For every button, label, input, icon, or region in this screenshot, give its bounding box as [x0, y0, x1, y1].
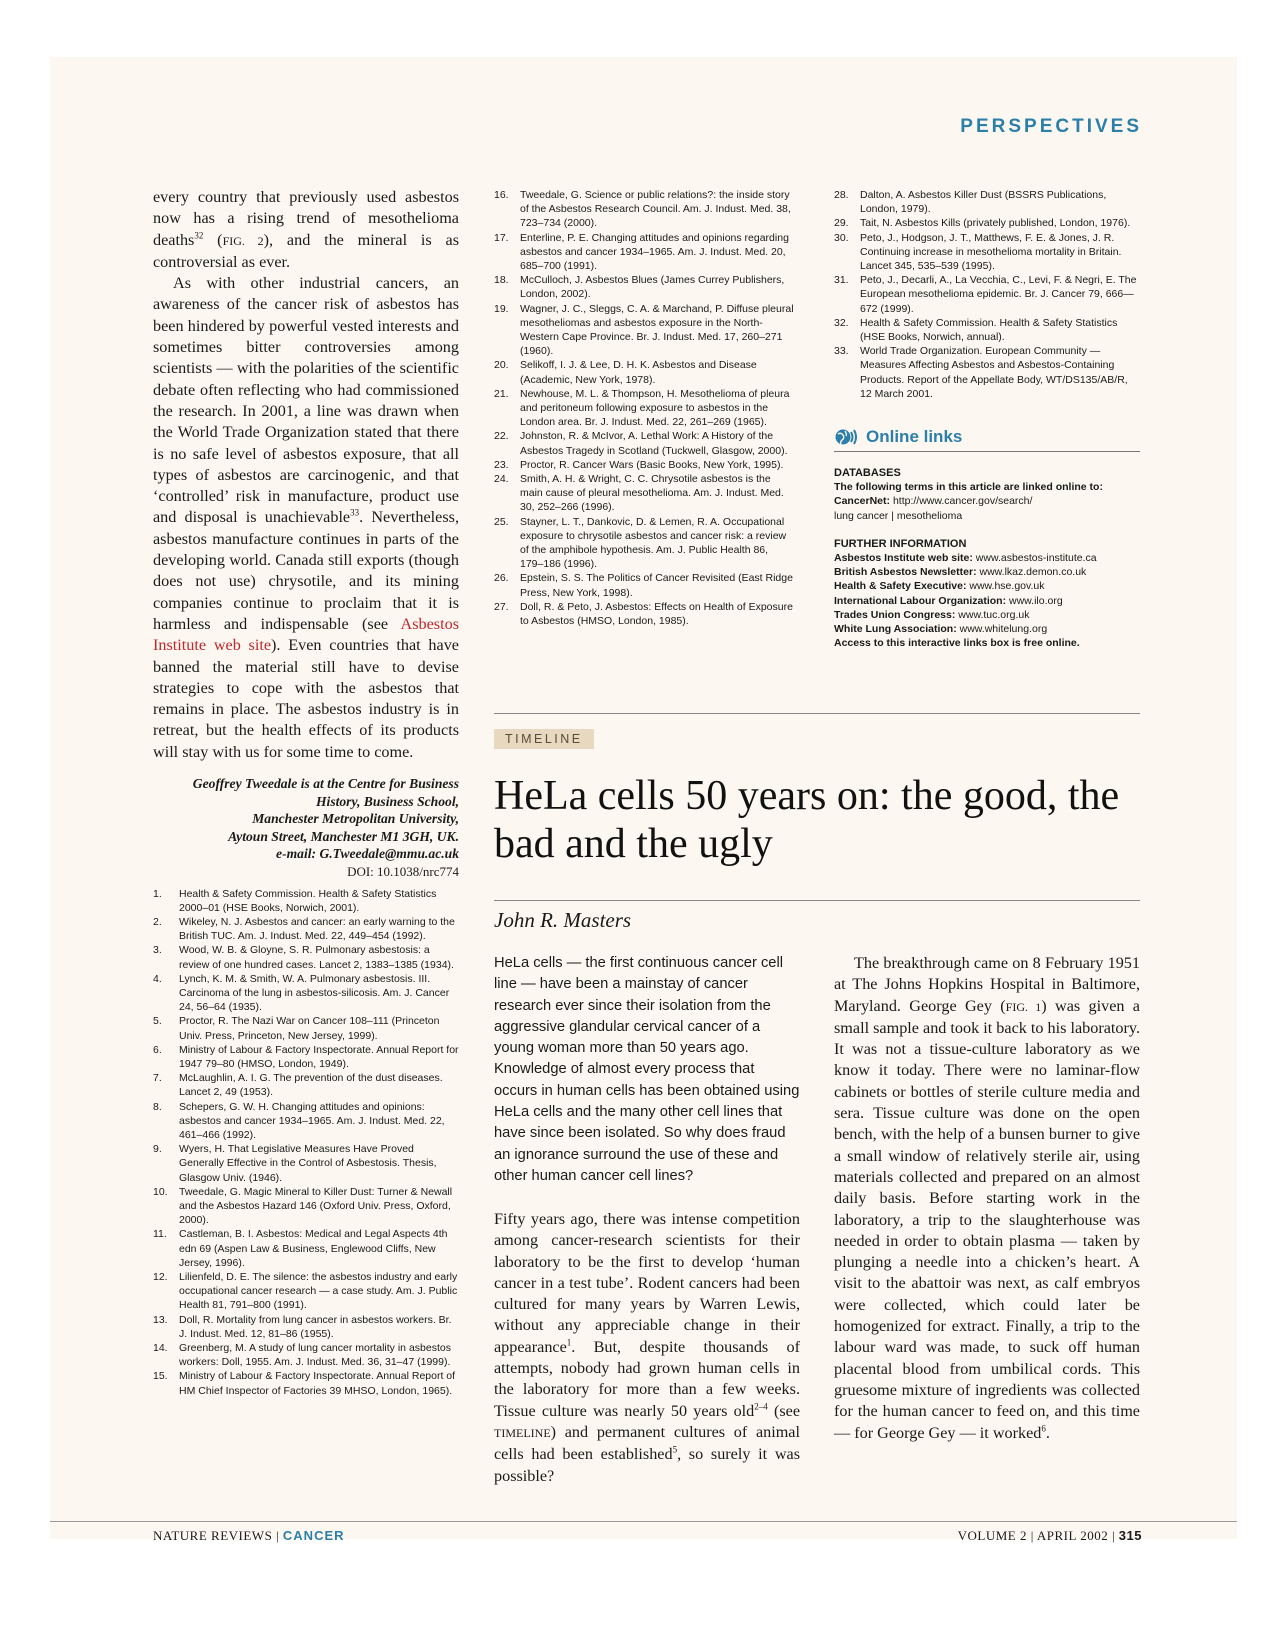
- paragraph: The breakthrough came on 8 February 1951 at The Johns Hopkins Hospital in Baltimore, Maryland. George Gey (FIG. 1) was given a small sample and took it back to his laboratory. It was not a tissue-culture laboratory as we know it today. There were no laminar-flow cabinets or bottles of sterile culture media and sera. Tissue culture was done on the open bench, with the help of a bunsen burner to give a small window of relatively sterile air, using materials collected and prepared on an almost daily basis. Before starting work in the laboratory, a trip to the slaughterhouse was needed in order to obtain plasma — taken by plunging a needle into a chicken’s heart. A visit to the abattoir was next, as calf embryos were collected, which could later be homogenized for extract. Finally, a trip to the labour ward was made, to suck off human placental blood from umbilical cords. This gruesome mixture of ingredients was collected for the human cancer to feed on, and this time — for George Gey — it worked$^6$.: [834, 954, 1140, 1442]
- author-affiliation: Geoffrey Tweedale is at the Centre for Business History, Business School, Manchester Metropolitan University, Aytoun Street, Manchester M1 3GH, UK. e-mail: G.Tweedale@mmu.ac.uk: [153, 775, 459, 863]
- reference-item: [494, 231, 794, 274]
- reference-item: [494, 600, 794, 628]
- reference-text: Newhouse, M. L. & Thompson, H. Mesothelioma of pleura and peritoneum following exposure to asbestos in the London area. Br. J. Indust. Med. 22, 261–269 (1965).: [520, 387, 790, 429]
- databases-heading: DATABASES: [834, 467, 901, 480]
- reference-text: Health & Safety Commission. Health & Safety Statistics (HSE Books, Norwich, annual).: [860, 316, 1118, 344]
- reference-number: 33.: [834, 345, 849, 358]
- reference-number: 15.: [153, 1370, 168, 1383]
- reference-item: [494, 571, 794, 599]
- reference-number: 30.: [834, 231, 849, 244]
- reference-item: [153, 1227, 459, 1270]
- reference-number: 19.: [494, 302, 509, 315]
- reference-item: [494, 188, 794, 231]
- timeline-badge: TIMELINE: [494, 729, 594, 749]
- reference-number: 16.: [494, 189, 509, 201]
- reference-number: 18.: [494, 274, 509, 287]
- reference-number: 21.: [494, 387, 509, 400]
- column-3: [834, 188, 1140, 650]
- reference-number: 32.: [834, 316, 849, 329]
- reference-number: 12.: [153, 1271, 168, 1283]
- reference-number: 29.: [834, 217, 849, 230]
- reference-text: Proctor, R. The Nazi War on Cancer 108–111 (Princeton Univ. Press, Princeton, New Jersey, 1999).: [179, 1015, 440, 1042]
- reference-item: [153, 943, 459, 971]
- reference-number: 17.: [494, 231, 509, 244]
- reference-text: Greenberg, M. A study of lung cancer mortality in asbestos workers: Doll, 1955. Am. J. Indust. Med. 36, 31–47 (1999).: [179, 1342, 451, 1369]
- reference-item: [834, 316, 1140, 344]
- online-links-title: Online links: [866, 427, 963, 447]
- access-note: Access to this interactive links box is free online.: [834, 637, 1080, 650]
- reference-item: [494, 429, 794, 457]
- section-label: PERSPECTIVES: [960, 116, 1142, 137]
- reference-number: 20.: [494, 359, 509, 372]
- reference-item: [153, 915, 459, 943]
- reference-number: 1.: [153, 887, 162, 900]
- reference-text: Smith, A. H. & Wright, C. C. Chrysotile asbestos is the main cause of pleural mesothelioma. Am. J. Indust. Med. 30, 252–266 (1996).: [520, 473, 784, 514]
- reference-number: 25.: [494, 515, 509, 528]
- figure-ref[interactable]: FIG. 1: [1005, 999, 1042, 1014]
- online-globe-icon: [834, 427, 858, 447]
- reference-item: [494, 358, 794, 386]
- reference-number: 27.: [494, 600, 509, 613]
- reference-text: Wyers, H. That Legislative Measures Have Proved Generally Effective in the Control of Asbestosis. Thesis, Glasgow Univ. (1946).: [179, 1143, 437, 1184]
- reference-list-3: [834, 188, 1140, 401]
- further-link-item[interactable]: Health & Safety Executive: www.hse.gov.uk: [834, 580, 1045, 593]
- reference-number: 5.: [153, 1015, 162, 1028]
- cancernet-terms[interactable]: lung cancer | mesothelioma: [834, 509, 963, 522]
- further-link-item[interactable]: White Lung Association: www.whitelung.org: [834, 623, 1048, 636]
- column-1: [153, 187, 459, 1398]
- footer-volume: VOLUME 2 | APRIL 2002 | 315: [957, 1528, 1142, 1543]
- doi: DOI: 10.1038/nrc774: [347, 863, 459, 879]
- author-byline: John R. Masters: [494, 908, 632, 932]
- article-abstract: HeLa cells — the first continuous cancer cell line — have been a mainstay of cancer research ever since their isolation from the aggressive glandular cervical cancer of a young woman more than 50 years ago. Knowledge of almost every process that occurs in human cells has been obtained using HeLa cells and the many other cell lines that have since been isolated. So why does fraud an ignorance surround the use of these and other human cancer cell lines?: [494, 955, 800, 1184]
- author-email[interactable]: e-mail: G.Tweedale@mmu.ac.uk: [276, 846, 459, 862]
- reference-number: 3.: [153, 944, 162, 957]
- reference-text: Proctor, R. Cancer Wars (Basic Books, New York, 1995).: [520, 458, 784, 471]
- reference-text: Peto, J., Hodgson, J. T., Matthews, F. E. & Jones, J. R. Continuing increase in mesothelioma mortality in Britain. Lancet 345, 535–539 (1995).: [860, 231, 1122, 273]
- reference-number: 7.: [153, 1072, 162, 1085]
- figure-ref[interactable]: FIG. 2: [222, 233, 264, 248]
- reference-item: [834, 188, 1140, 216]
- reference-text: Selikoff, I. J. & Lee, D. H. K. Asbestos and Disease (Academic, New York, 1978).: [520, 359, 757, 386]
- reference-item: [494, 387, 794, 430]
- online-links-header: [834, 427, 1140, 452]
- title-divider: [494, 900, 1140, 901]
- paragraph: Fifty years ago, there was intense competition among cancer-research scientists for their laboratory to be the first to develop ‘human cancer in a test tube’. Rodent cancers had been cultured for many years by Warren Lewis, without any appreciable change in their appearance$^1$. But, despite thousands of attempts, nobody had grown human cells in the laboratory for more than a few weeks. Tissue culture was nearly 50 years old$^{2-4}$ (see TIMELINE) and permanent cultures of animal cells had been established$^5$, so surely it was possible?: [494, 1210, 801, 1485]
- reference-number: 2.: [153, 915, 162, 928]
- reference-text: McCulloch, J. Asbestos Blues (James Currey Publishers, London, 2002).: [520, 274, 785, 301]
- reference-item: [153, 1185, 459, 1228]
- reference-text: Tweedale, G. Magic Mineral to Killer Dust: Turner & Newall and the Asbestos Hazard 146 (Oxford Univ. Press, Oxford, 2000).: [179, 1185, 453, 1227]
- reference-number: 9.: [153, 1143, 162, 1156]
- reference-text: Wikeley, N. J. Asbestos and cancer: an early warning to the British TUC. Am. J. Indust. Med. 22, 449–454 (1992).: [179, 915, 455, 943]
- reference-text: Doll, R. Mortality from lung cancer in asbestos workers. Br. J. Indust. Med. 12, 81–86 (1955).: [179, 1313, 452, 1340]
- reference-item: [494, 472, 794, 515]
- reference-text: Enterline, P. E. Changing attitudes and opinions regarding asbestos and cancer 1934–1965. Am. J. Indust. Med. 20, 685–700 (1991).: [520, 231, 789, 273]
- reference-number: 4.: [153, 972, 162, 985]
- footer-journal: NATURE REVIEWS | CANCER: [153, 1528, 345, 1543]
- reference-item: [153, 972, 459, 1015]
- timeline-ref[interactable]: TIMELINE: [494, 1425, 551, 1440]
- reference-item: [153, 1142, 459, 1185]
- reference-item: [153, 1313, 459, 1341]
- reference-text: Castleman, B. I. Asbestos: Medical and Legal Aspects 4th edn 69 (Aspen Law & Business, Englewood Cliffs, New Jersey, 1996).: [179, 1228, 448, 1269]
- paragraph: As with other industrial cancers, an awareness of the cancer risk of asbestos has been hindered by powerful vested interests and sometimes bitter controversies among scientists — with the polarities of the scientific debate often reflecting who had commissioned the research. In 2001, a line was drawn when the World Trade Organization stated that there is no safe level of asbestos exposure, that all types of asbestos are carcinogenic, and that ‘controlled’ risk in manufacture, product use and disposal is unachievable$^{33}$. Nevertheless, asbestos manufacture continues in parts of the developing world. Canada still exports (though does not use) chrysotile, and its mining companies continue to proclaim that it is harmless and indispensable (see Asbestos Institute web site). Even countries that have banned the material still have to devise strategies to cope with the asbestos that remains in place. The asbestos industry is in retreat, but the health effects of its products will stay with us for some time to come.: [153, 274, 459, 761]
- reference-text: Tweedale, G. Science or public relations?: the inside story of the Asbestos Research Council. Am. J. Indust. Med. 38, 723–734 (2000).: [520, 189, 791, 230]
- article-title: HeLa cells 50 years on: the good, the bad and the ugly: [494, 773, 1120, 867]
- reference-item: [153, 1369, 459, 1397]
- reference-text: McLaughlin, A. I. G. The prevention of the dust diseases. Lancet 2, 49 (1953).: [179, 1072, 443, 1099]
- reference-number: 8.: [153, 1100, 162, 1113]
- cancernet-link[interactable]: http://www.cancer.gov/search/: [890, 495, 1033, 508]
- reference-number: 6.: [153, 1043, 162, 1056]
- reference-item: [494, 273, 794, 301]
- reference-number: 11.: [153, 1228, 167, 1241]
- reference-text: Dalton, A. Asbestos Killer Dust (BSSRS Publications, London, 1979).: [860, 189, 1107, 216]
- further-link-item[interactable]: British Asbestos Newsletter: www.lkaz.demon.co.uk: [834, 566, 1087, 579]
- further-information-block: [834, 537, 1140, 651]
- reference-item: [494, 458, 794, 472]
- reference-text: Johnston, R. & McIvor, A. Lethal Work: A History of the Asbestos Tragedy in Scotland (Tuckwell, Glasgow, 2000).: [520, 430, 788, 457]
- article-body-text: [153, 187, 459, 763]
- timeline-divider: [494, 713, 1140, 714]
- reference-text: Epstein, S. S. The Politics of Cancer Revisited (East Ridge Press, New York, 1998).: [520, 572, 793, 599]
- asbestos-institute-link[interactable]: Asbestos Institute web site: [153, 614, 459, 655]
- reference-item: [834, 344, 1140, 401]
- reference-item: [834, 273, 1140, 316]
- column-2: [494, 188, 794, 628]
- reference-text: Lilienfeld, D. E. The silence: the asbestos industry and early occupational cancer research — a case study. Am. J. Public Health 81, 791–800 (1991).: [179, 1271, 458, 1312]
- reference-text: Health & Safety Commission. Health & Safety Statistics 2000–01 (HSE Books, Norwich, 2001).: [179, 887, 437, 914]
- reference-text: Doll, R. & Peto, J. Asbestos: Effects on Health of Exposure to Asbestos (HMSO, London, 1985).: [520, 600, 793, 628]
- reference-item: [153, 1043, 459, 1071]
- reference-item: [834, 231, 1140, 274]
- databases-block: DATABASES The following terms in this article are linked online to: CancerNet: http://www.cancer.gov/search/ lung cancer | mesothelioma: [834, 466, 1140, 523]
- reference-number: 22.: [494, 430, 509, 443]
- reference-list-2: [494, 188, 794, 628]
- reference-text: Wood, W. B. & Gloyne, S. R. Pulmonary asbestosis: a review of one hundred cases. Lancet 2, 1383–1385 (1934).: [179, 944, 454, 971]
- reference-text: Stayner, L. T., Dankovic, D. & Lemen, R. A. Occupational exposure to chrysotile asbestos and cancer risk: a review of the amphibole hypothesis. Am. J. Public Health 86, 179–186 (1996).: [520, 515, 787, 571]
- article-column-left: [494, 1209, 800, 1487]
- reference-text: World Trade Organization. European Community — Measures Affecting Asbestos and Asbestos-Containing Products. Report of the Appellate Body, WT/DS135/AB/R, 12 March 2001.: [860, 345, 1128, 400]
- reference-item: [153, 1014, 459, 1042]
- reference-item: [153, 887, 459, 915]
- further-link-item[interactable]: Trades Union Congress: www.tuc.org.uk: [834, 608, 1030, 621]
- reference-number: 13.: [153, 1313, 168, 1326]
- reference-item: [153, 1071, 459, 1099]
- reference-number: 10.: [153, 1185, 168, 1198]
- footer-divider: [50, 1521, 1237, 1522]
- reference-text: Lynch, K. M. & Smith, W. A. Pulmonary asbestosis. III. Carcinoma of the lung in asbestos-silicosis. Am. J. Cancer 24, 56–64 (1935).: [179, 972, 450, 1014]
- reference-number: 14.: [153, 1342, 168, 1355]
- reference-item: [834, 216, 1140, 230]
- reference-number: 24.: [494, 473, 509, 486]
- further-link-item[interactable]: International Labour Organization: www.ilo.org: [834, 594, 1063, 607]
- reference-text: Schepers, G. W. H. Changing attitudes and opinions: asbestos and cancer 1934–1965. Am. J. Indust. Med. 22, 461–466 (1992).: [179, 1100, 445, 1141]
- reference-item: [153, 1270, 459, 1313]
- reference-text: Tait, N. Asbestos Kills (privately published, London, 1976).: [860, 217, 1131, 230]
- reference-item: [153, 1100, 459, 1143]
- reference-list-1: [153, 887, 459, 1398]
- reference-number: 28.: [834, 189, 849, 201]
- reference-text: Peto, J., Decarli, A., La Vecchia, C., Levi, F. & Negri, E. The European mesothelioma epidemic. Br. J. Cancer 79, 666—672 (1999).: [860, 274, 1137, 315]
- reference-number: 23.: [494, 458, 509, 471]
- reference-item: [494, 515, 794, 572]
- article-column-right: [834, 953, 1140, 1444]
- reference-item: [494, 302, 794, 359]
- reference-text: Wagner, J. C., Sleggs, C. A. & Marchand, P. Diffuse pleural mesotheliomas and asbestos exposure in the North-Western Cape Province. Br. J. Indust. Med. 17, 260–271 (1960).: [520, 302, 794, 358]
- further-information-heading: FURTHER INFORMATION: [834, 537, 967, 550]
- page-number: 315: [1118, 1528, 1142, 1543]
- reference-number: 31.: [834, 274, 849, 287]
- further-link-item[interactable]: Asbestos Institute web site: www.asbestos-institute.ca: [834, 552, 1097, 565]
- reference-text: Ministry of Labour & Factory Inspectorate. Annual Report of HM Chief Inspector of Factories 39 MHSO, London, 1965).: [179, 1370, 456, 1397]
- reference-item: [153, 1341, 459, 1369]
- reference-number: 26.: [494, 572, 509, 585]
- paragraph: every country that previously used asbestos now has a rising trend of mesothelioma deaths$^{32}$ (FIG. 2), and the mineral is as controversial as ever.: [153, 188, 460, 271]
- reference-text: Ministry of Labour & Factory Inspectorate. Annual Report for 1947 79–80 (HMSO, London, 1949).: [179, 1043, 459, 1070]
